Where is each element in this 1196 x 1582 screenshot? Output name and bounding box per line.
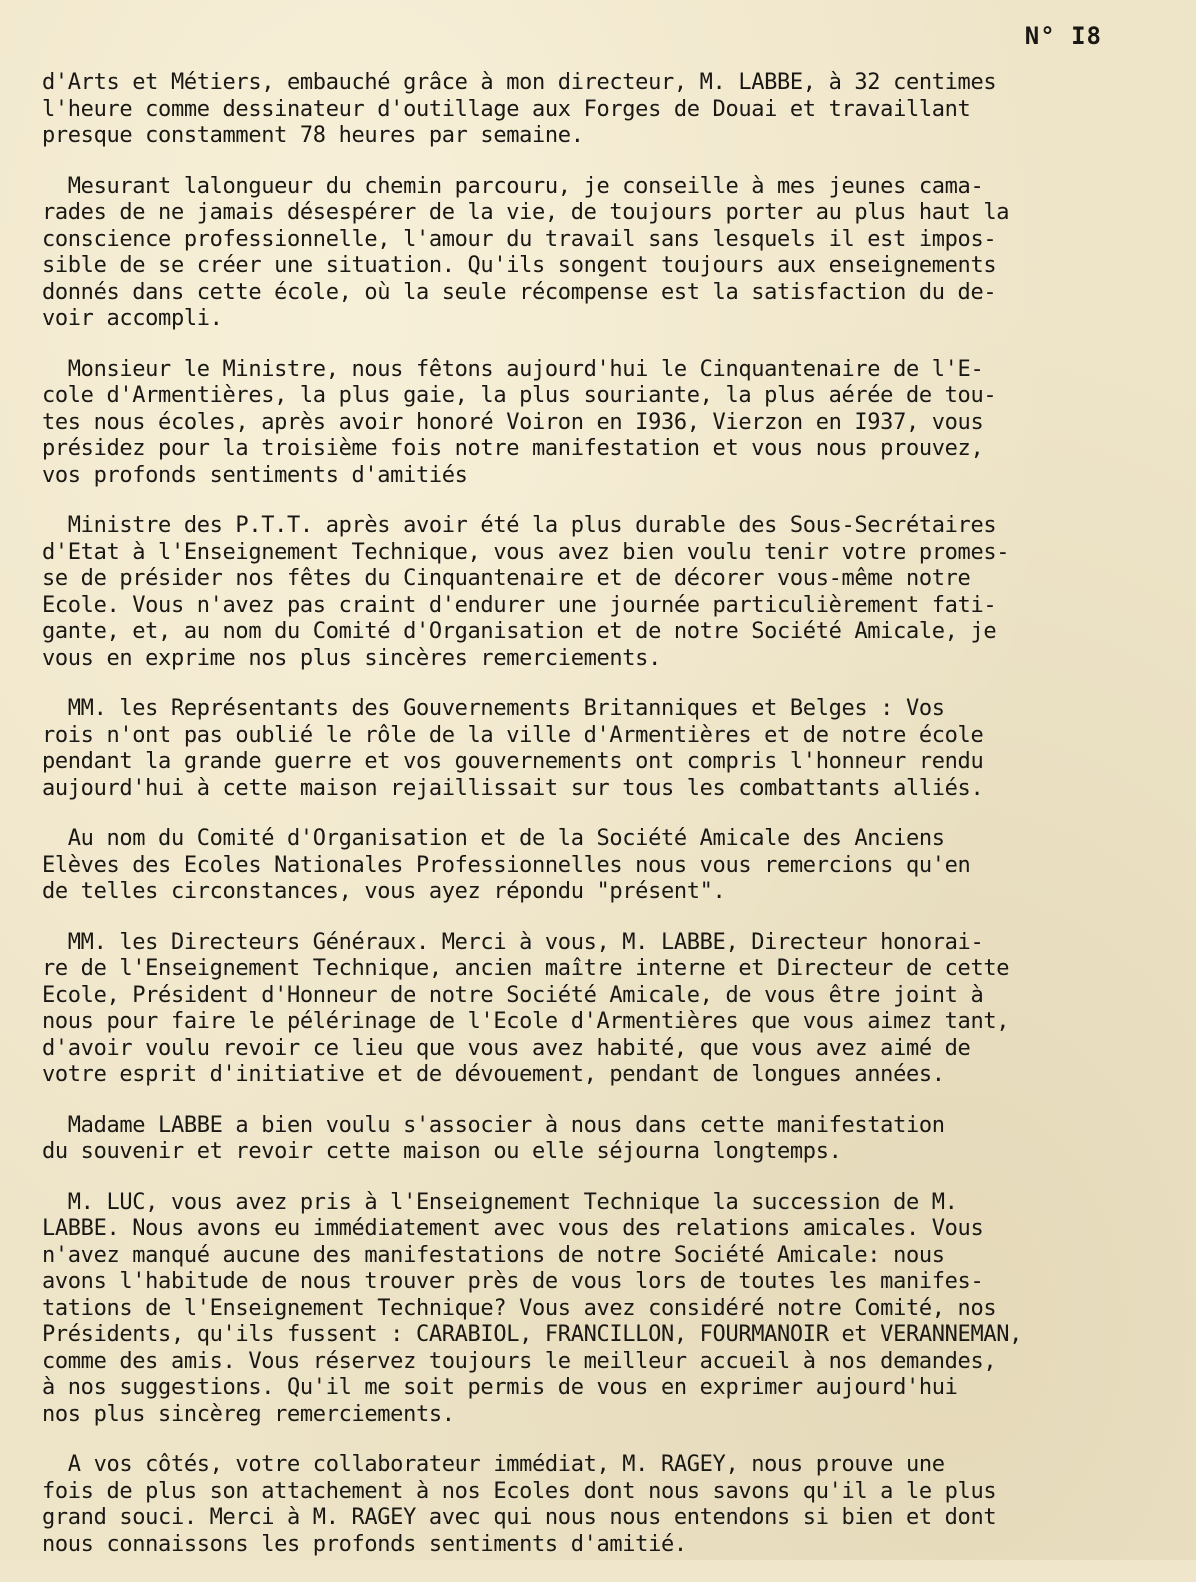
text-line: de telles circonstances, vous ayez répondu "présent".	[42, 879, 726, 904]
text-line: M. LUC, vous avez pris à l'Enseignement Technique la succession de M.	[42, 1189, 958, 1215]
text-line: Ecole. Vous n'avez pas craint d'endurer une journée particulièrement fati-	[42, 592, 997, 618]
text-line: tations de l'Enseignement Technique? Vous avez considéré notre Comité, nos	[42, 1295, 997, 1321]
text-line: nous connaissons les profonds sentiments d'amitié.	[42, 1531, 687, 1557]
text-line: d'avoir voulu revoir ce lieu que vous avez habité, que vous avez aimé de	[42, 1035, 971, 1061]
text-line: A vos côtés, votre collaborateur immédiat, M. RAGEY, nous prouve une	[42, 1452, 945, 1477]
text-line: MM. les Directeurs Généraux. Merci à vous, M. LABBE, Directeur honorai-	[42, 929, 984, 955]
paragraph	[42, 174, 1172, 333]
text-line: Elèves des Ecoles Nationales Professionnelles nous vous remercions qu'en	[42, 852, 971, 878]
text-line: sible de se créer une situation. Qu'ils songent toujours aux enseignements	[42, 253, 997, 278]
body-text	[42, 70, 1172, 1582]
text-line: Ecole, Président d'Honneur de notre Société Amicale, de vous être joint à	[42, 982, 984, 1008]
text-line: conscience professionnelle, l'amour du travail sans lesquels il est impos-	[42, 226, 997, 252]
text-line: à nos suggestions. Qu'il me soit permis de vous en exprimer aujourd'hui	[42, 1375, 958, 1400]
text-line: rades de ne jamais désespérer de la vie, de toujours porter au plus haut la	[42, 200, 1010, 225]
text-line: du souvenir et revoir cette maison ou elle séjourna longtemps.	[42, 1139, 842, 1164]
paragraph	[42, 1113, 1172, 1166]
paragraph	[42, 1452, 1172, 1558]
text-line: pendant la grande guerre et vos gouvernements ont compris l'honneur rendu	[42, 749, 984, 774]
text-line: vos profonds sentiments d'amitiés	[42, 462, 468, 488]
text-line: Au nom du Comité d'Organisation et de la Société Amicale des Anciens	[42, 826, 945, 851]
text-line: Présidents, qu'ils fussent : CARABIOL, FRANCILLON, FOURMANOIR et VERANNEMAN,	[42, 1322, 1023, 1347]
text-line: l'heure comme dessinateur d'outillage aux Forges de Douai et travaillant	[42, 96, 971, 122]
paragraph	[42, 826, 1172, 906]
paragraph	[42, 357, 1172, 490]
text-line: re de l'Enseignement Technique, ancien maître interne et Directeur de cette	[42, 956, 1010, 981]
paragraph	[42, 930, 1172, 1089]
paragraph	[42, 696, 1172, 802]
text-line: nous pour faire le pélérinage de l'Ecole d'Armentières que vous aimez tant,	[42, 1009, 1010, 1034]
paragraph	[42, 513, 1172, 672]
text-line: vous en exprime nos plus sincères remerciements.	[42, 645, 661, 671]
text-line: cole d'Armentières, la plus gaie, la plus souriante, la plus aérée de tou-	[42, 383, 997, 408]
text-line: rois n'ont pas oublié le rôle de la ville d'Armentières et de notre école	[42, 722, 984, 748]
text-line: aujourd'hui à cette maison rejaillissait sur tous les combattants alliés.	[42, 775, 984, 801]
text-line: d'Arts et Métiers, embauché grâce à mon directeur, M. LABBE, à 32 centimes	[42, 70, 997, 95]
text-line: gante, et, au nom du Comité d'Organisation et de notre Société Amicale, je	[42, 619, 997, 644]
text-line: votre esprit d'initiative et de dévouement, pendant de longues années.	[42, 1062, 945, 1087]
text-line: Madame LABBE a bien voulu s'associer à nous dans cette manifestation	[42, 1112, 945, 1138]
text-line: n'avez manqué aucune des manifestations de notre Société Amicale: nous	[42, 1242, 945, 1268]
text-line: voir accompli.	[42, 306, 223, 331]
text-line: d'Etat à l'Enseignement Technique, vous avez bien voulu tenir votre promes-	[42, 539, 1010, 565]
text-line: avons l'habitude de nous trouver près de vous lors de toutes les manifes-	[42, 1269, 984, 1294]
text-line: tes nous écoles, après avoir honoré Voiron en I936, Vierzon en I937, vous	[42, 409, 984, 435]
text-line: présidez pour la troisième fois notre manifestation et vous nous prouvez,	[42, 436, 984, 461]
text-line: nos plus sincèreg remerciements.	[42, 1401, 455, 1427]
text-line: fois de plus son attachement à nos Ecoles dont nous savons qu'il a le plus	[42, 1478, 997, 1504]
page-number: N° I8	[1024, 22, 1102, 50]
text-line: MM. les Représentants des Gouvernements Britanniques et Belges : Vos	[42, 696, 945, 721]
text-line: Mesurant lalongueur du chemin parcouru, je conseille à mes jeunes cama-	[42, 173, 984, 199]
text-line: grand souci. Merci à M. RAGEY avec qui nous nous entendons si bien et dont	[42, 1505, 997, 1530]
text-line: Ministre des P.T.T. après avoir été la plus durable des Sous-Secrétaires	[42, 513, 997, 538]
text-line: Monsieur le Ministre, nous fêtons aujourd'hui le Cinquantenaire de l'E-	[42, 356, 984, 382]
paragraph	[42, 70, 1172, 150]
text-line: donnés dans cette école, où la seule récompense est la satisfaction du de-	[42, 279, 997, 305]
text-line: presque constamment 78 heures par semaine.	[42, 123, 584, 148]
text-line: comme des amis. Vous réservez toujours le meilleur accueil à nos demandes,	[42, 1348, 997, 1374]
paragraph	[42, 1190, 1172, 1429]
text-line: se de présider nos fêtes du Cinquantenaire et de décorer vous-même notre	[42, 566, 971, 591]
text-line: LABBE. Nous avons eu immédiatement avec vous des relations amicales. Vous	[42, 1216, 984, 1241]
